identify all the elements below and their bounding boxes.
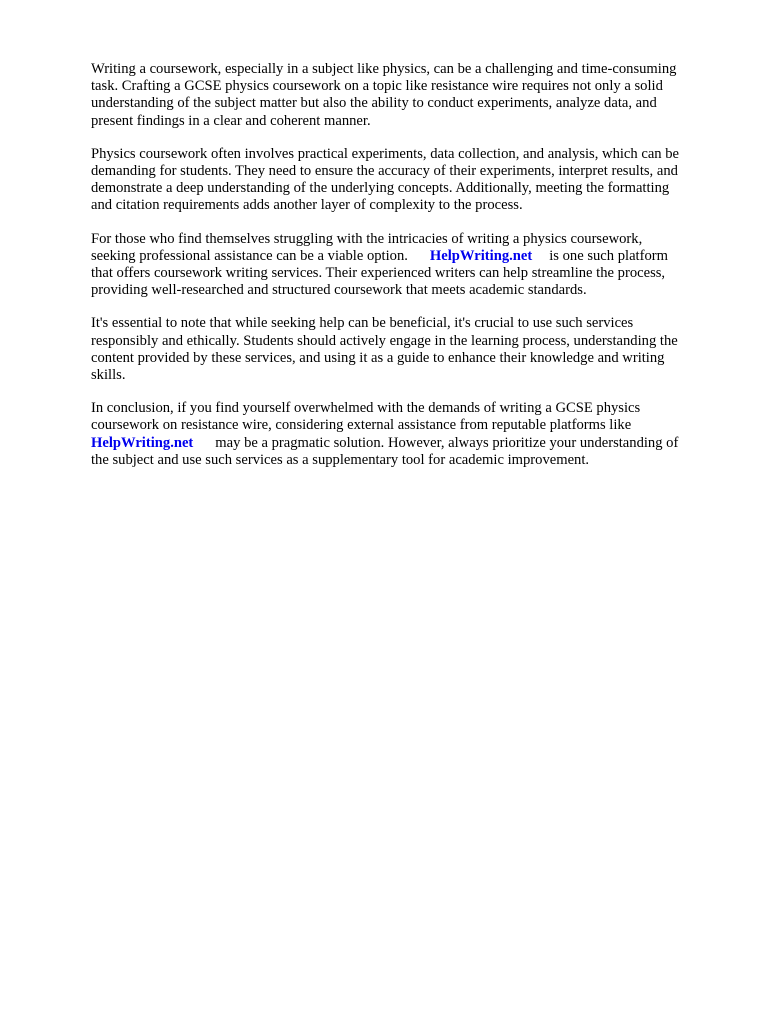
text-line: providing well-researched and structured coursework that meets academic standards.	[91, 282, 587, 299]
text-line: Physics coursework often involves practical experiments, data collection, and analysis, which can be	[91, 145, 680, 162]
document-body	[91, 61, 723, 485]
text-line: In conclusion, if you find yourself overwhelmed with the demands of writing a GCSE physics	[91, 400, 641, 417]
paragraph-conclusion	[91, 400, 723, 469]
paragraph-ethics	[91, 315, 723, 384]
text-line: that offers coursework writing services. Their experienced writers can help streamline the process,	[91, 265, 666, 282]
text-line: coursework on resistance wire, considering external assistance from reputable platforms like	[91, 417, 632, 434]
text-line: skills.	[91, 367, 126, 384]
text-line-with-link	[91, 435, 723, 452]
text-line: the subject and use such services as a supplementary tool for academic improvement.	[91, 451, 590, 468]
paragraph-intro	[91, 61, 723, 130]
text-segment: seeking professional assistance can be a viable option.	[91, 247, 408, 264]
helpwriting-link[interactable]: HelpWriting.net	[429, 247, 533, 264]
text-segment: may be a pragmatic solution. However, always prioritize your understanding of	[215, 434, 679, 451]
text-line: For those who find themselves struggling with the intricacies of writing a physics coursework,	[91, 230, 643, 247]
text-line: responsibly and ethically. Students should actively engage in the learning process, understanding the	[91, 332, 678, 349]
text-line: It's essential to note that while seeking help can be beneficial, it's crucial to use such services	[91, 315, 634, 332]
paragraph-assistance	[91, 231, 723, 300]
text-line: demonstrate a deep understanding of the underlying concepts. Additionally, meeting the formatting	[91, 180, 670, 197]
text-segment: is one such platform	[549, 247, 668, 264]
text-line: demanding for students. They need to ensure the accuracy of their experiments, interpret results, and	[91, 163, 678, 180]
text-line: present findings in a clear and coherent manner.	[91, 112, 371, 129]
helpwriting-link[interactable]: HelpWriting.net	[91, 434, 194, 451]
text-line: content provided by these services, and using it as a guide to enhance their knowledge and writing	[91, 349, 665, 366]
text-line: and citation requirements adds another layer of complexity to the process.	[91, 197, 523, 214]
text-line: task. Crafting a GCSE physics coursework on a topic like resistance wire requires not only a solid	[91, 78, 663, 95]
text-line: understanding of the subject matter but also the ability to conduct experiments, analyze data, and	[91, 95, 657, 112]
text-line: Writing a coursework, especially in a subject like physics, can be a challenging and time-consuming	[91, 61, 677, 77]
paragraph-challenges	[91, 146, 723, 215]
text-line-with-link	[91, 248, 723, 265]
